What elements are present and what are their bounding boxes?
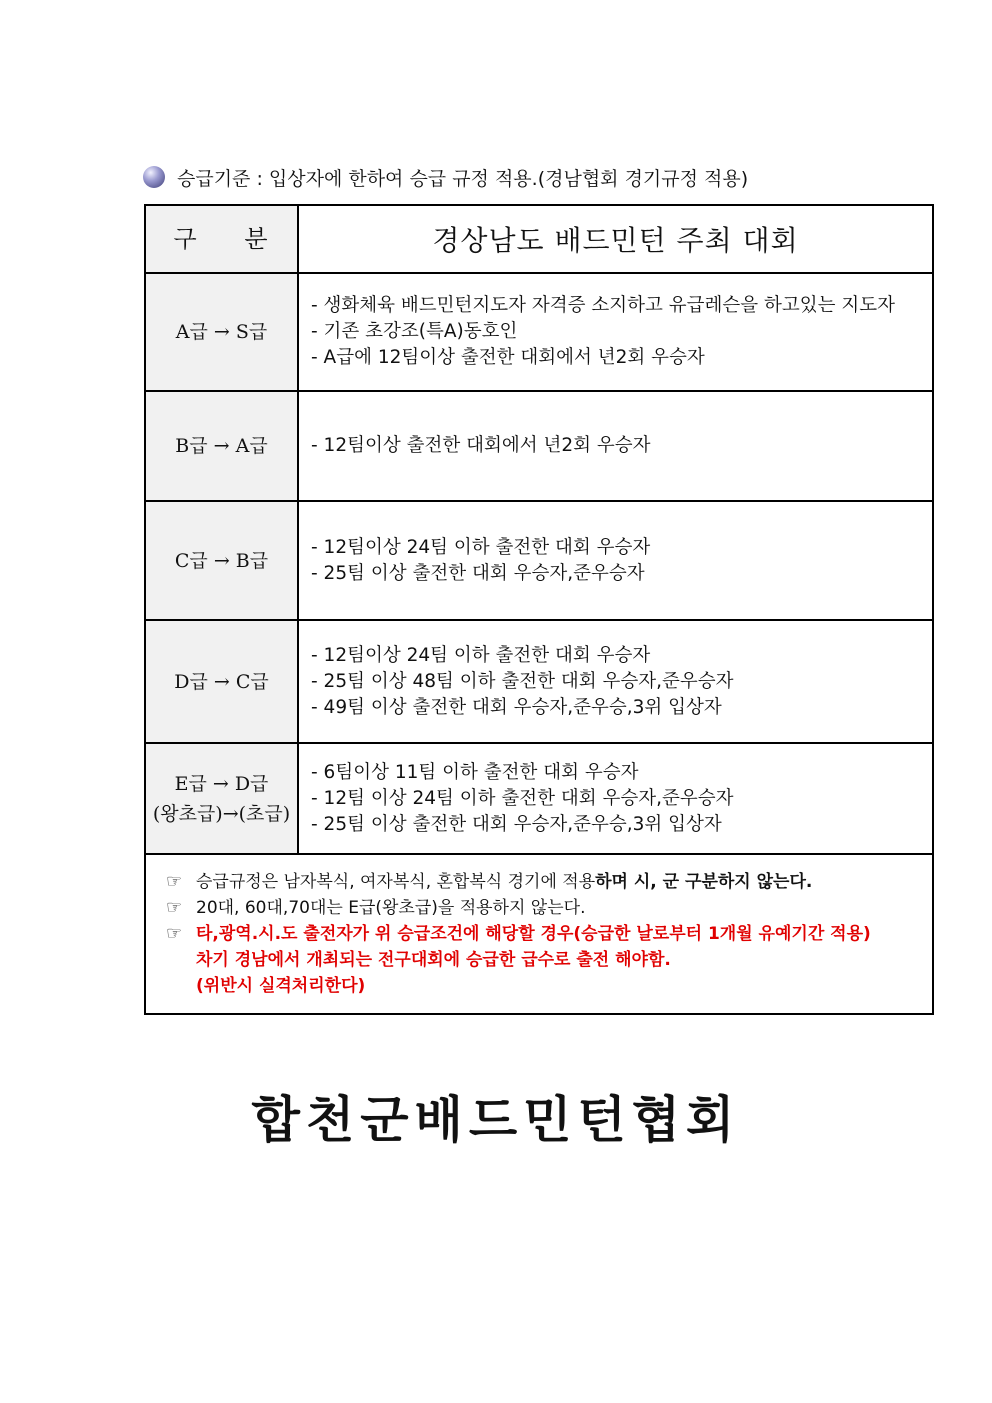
warning-text: 타,광역.시.도 출전자가 위 승급조건에 해당할 경우(승급한 날로부터 1개월 유예기간 적용): [196, 924, 871, 944]
table-header-row: [145, 205, 933, 273]
grade-label-cell: [145, 743, 298, 854]
pointing-hand-icon: ☞: [166, 923, 183, 944]
table-row: [145, 391, 933, 501]
criteria-line: - 6팀이상 11팀 이하 출전한 대회 우승자: [311, 761, 639, 783]
criteria-cell: [298, 743, 933, 854]
grade-sublabel: (왕초급)→(초급): [152, 802, 291, 825]
grade-label: E급 → D급: [174, 772, 269, 795]
section-heading: [143, 163, 748, 191]
header-label: 구 분: [145, 205, 298, 273]
warning-text: (위반시 실격처리한다): [196, 976, 366, 996]
notes-row: [145, 854, 933, 1014]
criteria-line: - 12팀이상 24팀 이하 출전한 대회 우승자: [311, 644, 651, 666]
criteria-cell: [298, 620, 933, 743]
criteria-line: - 25팀 이상 출전한 대회 우승자,준우승자: [311, 562, 645, 584]
notes-cell: [145, 854, 933, 1014]
note-item: [166, 869, 914, 895]
header-title: 경상남도 배드민턴 주최 대회: [298, 205, 933, 273]
bullet-sphere-icon: [143, 166, 165, 188]
grade-label: C급 → B급: [145, 501, 298, 620]
warning-text: 차기 경남에서 개최되는 전구대회에 승급한 급수로 출전 해야함.: [196, 950, 671, 970]
pointing-hand-icon: ☞: [166, 871, 183, 892]
table-row: [145, 273, 933, 391]
criteria-line: - 생화체육 배드민턴지도자 자격증 소지하고 유급레슨을 하고있는 지도자: [311, 295, 895, 316]
criteria-cell: [298, 501, 933, 620]
heading-text: 승급기준 : 입상자에 한하여 승급 규정 적용.(경남협회 경기규정 적용): [177, 167, 749, 190]
table-row: [145, 501, 933, 620]
grade-label: D급 → C급: [145, 620, 298, 743]
criteria-line: - 25팀 이상 출전한 대회 우승자,준우승,3위 입상자: [311, 813, 722, 835]
criteria-cell: [298, 391, 933, 501]
table-row: [145, 620, 933, 743]
criteria-line: - 기존 초강조(특A)동호인: [311, 321, 518, 342]
criteria-line: - 25팀 이상 48팀 이하 출전한 대회 우승자,준우승자: [311, 670, 734, 692]
criteria-cell: [298, 273, 933, 391]
note-text: 20대, 60대,70대는 E급(왕초급)을 적용하지 않는다.: [196, 898, 586, 918]
grade-label: A급 → S급: [145, 273, 298, 391]
note-text-bold: 하며 시, 군 구분하지 않는다.: [595, 872, 813, 892]
criteria-line: - 49팀 이상 출전한 대회 우승자,준우승,3위 입상자: [311, 696, 722, 718]
pointing-hand-icon: ☞: [166, 897, 183, 918]
criteria-line: - A급에 12팀이상 출전한 대회에서 년2회 우승자: [311, 347, 705, 368]
note-item: [166, 921, 914, 947]
criteria-line: - 12팀 이상 24팀 이하 출전한 대회 우승자,준우승자: [311, 787, 734, 809]
association-name: 합천군배드민턴협회: [251, 1091, 741, 1149]
note-text: 승급규정은 남자복식, 여자복식, 혼합복식 경기에 적용: [196, 872, 596, 892]
table-row: [145, 743, 933, 854]
criteria-line: - 12팀이상 출전한 대회에서 년2회 우승자: [311, 435, 651, 456]
promotion-table: [144, 204, 934, 1015]
grade-label: B급 → A급: [145, 391, 298, 501]
criteria-line: - 12팀이상 24팀 이하 출전한 대회 우승자: [311, 536, 651, 558]
note-item: [166, 895, 914, 921]
